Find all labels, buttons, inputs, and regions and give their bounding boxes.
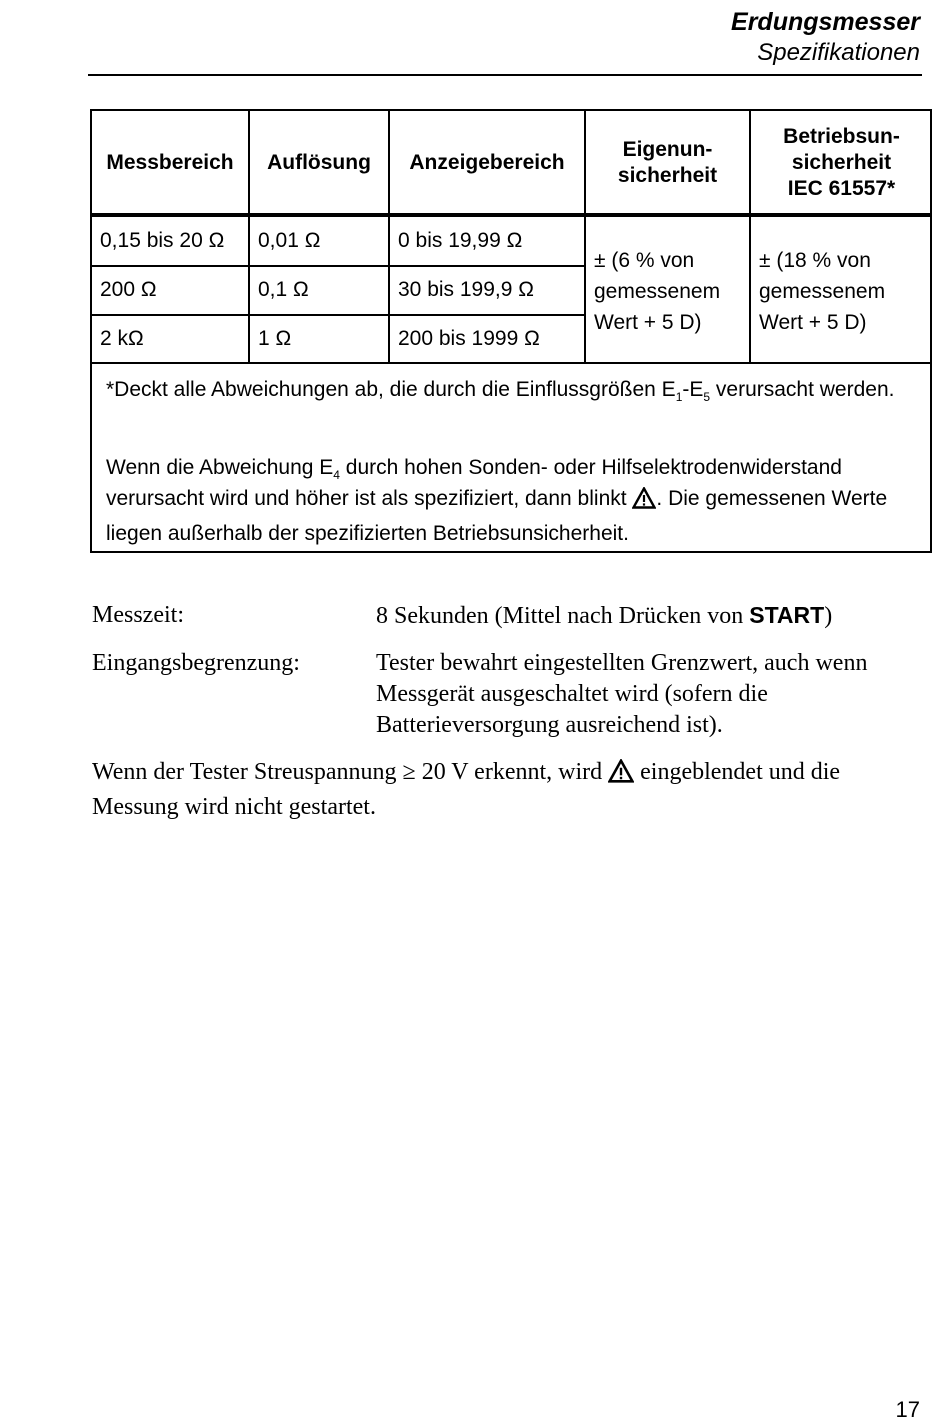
stray-voltage-note: Wenn der Tester Streuspannung ≥ 20 V erkennt, wird eingeblendet und die Messung wird nicht gestartet. (92, 759, 841, 820)
operating-uncertainty-value: ± (18 % von gemessenem Wert + 5 D) (759, 249, 886, 334)
table-cell: 0,1 Ω (258, 278, 309, 301)
warning-triangle-icon (632, 487, 656, 518)
col-header-intrinsic: Eigenun- sicherheit (617, 137, 718, 187)
col-header-resolution: Auflösung (267, 150, 371, 174)
table-cell: 0,15 bis 20 Ω (100, 229, 225, 252)
table-warning-note: Wenn die Abweichung $E_4$ durch hohen Sonden- oder Hilfselektrodenwiderstand verursacht wird und höher ist als spezifiziert, dann blinkt . Die gemessenen Werte liegen außerhalb der spezifizierten Betriebsunsicherheit. (106, 456, 888, 545)
spec-value-input-limit: Tester bewahrt eingestellten Grenzwert, auch wenn Messgerät ausgeschaltet wird (sofern die Batterieversorgung ausreichend ist). (376, 650, 868, 738)
grid-line (749, 111, 751, 362)
table-bottom-border (90, 551, 932, 553)
header-subtitle: Spezifikationen (757, 39, 920, 66)
header-rule (88, 74, 922, 76)
warning-triangle-icon (608, 759, 634, 792)
table-cell: 0,01 Ω (258, 229, 321, 252)
spec-value-measuring-time: 8 Sekunden (Mittel nach Drücken von START) (376, 602, 833, 629)
col-header-display-range: Anzeigebereich (409, 150, 565, 174)
spec-label-input-limit: Eingangsbegrenzung: (92, 650, 300, 676)
grid-line (248, 111, 250, 362)
grid-line (388, 111, 390, 362)
start-key-label: START (749, 602, 825, 628)
grid-line (92, 265, 584, 267)
table-footnote: *Deckt alle Abweichungen ab, die durch die Einflussgrößen $E_1-E_5$ verursacht werden. (106, 378, 895, 404)
running-header (731, 6, 920, 68)
table-cell: 2 kΩ (100, 327, 144, 350)
table-cell: 200 bis 1999 Ω (398, 327, 540, 350)
spec-label-measuring-time: Messzeit: (92, 602, 184, 628)
intrinsic-uncertainty-value: ± (6 % von gemessenem Wert + 5 D) (594, 249, 721, 334)
table-cell: 200 Ω (100, 278, 157, 301)
grid-line (584, 111, 586, 362)
grid-line (92, 314, 584, 316)
col-header-operating: Betriebsun- sicherheit IEC 61557* (783, 124, 900, 200)
header-separator (92, 213, 930, 217)
page-number: 17 (895, 1397, 920, 1422)
col-header-range: Messbereich (106, 150, 234, 174)
table-cell: 0 bis 19,99 Ω (398, 229, 523, 252)
header-title: Erdungsmesser (731, 8, 920, 36)
spec-table (90, 109, 932, 551)
table-cell: 30 bis 199,9 Ω (398, 278, 534, 301)
grid-line (92, 362, 930, 364)
table-cell: 1 Ω (258, 327, 292, 350)
